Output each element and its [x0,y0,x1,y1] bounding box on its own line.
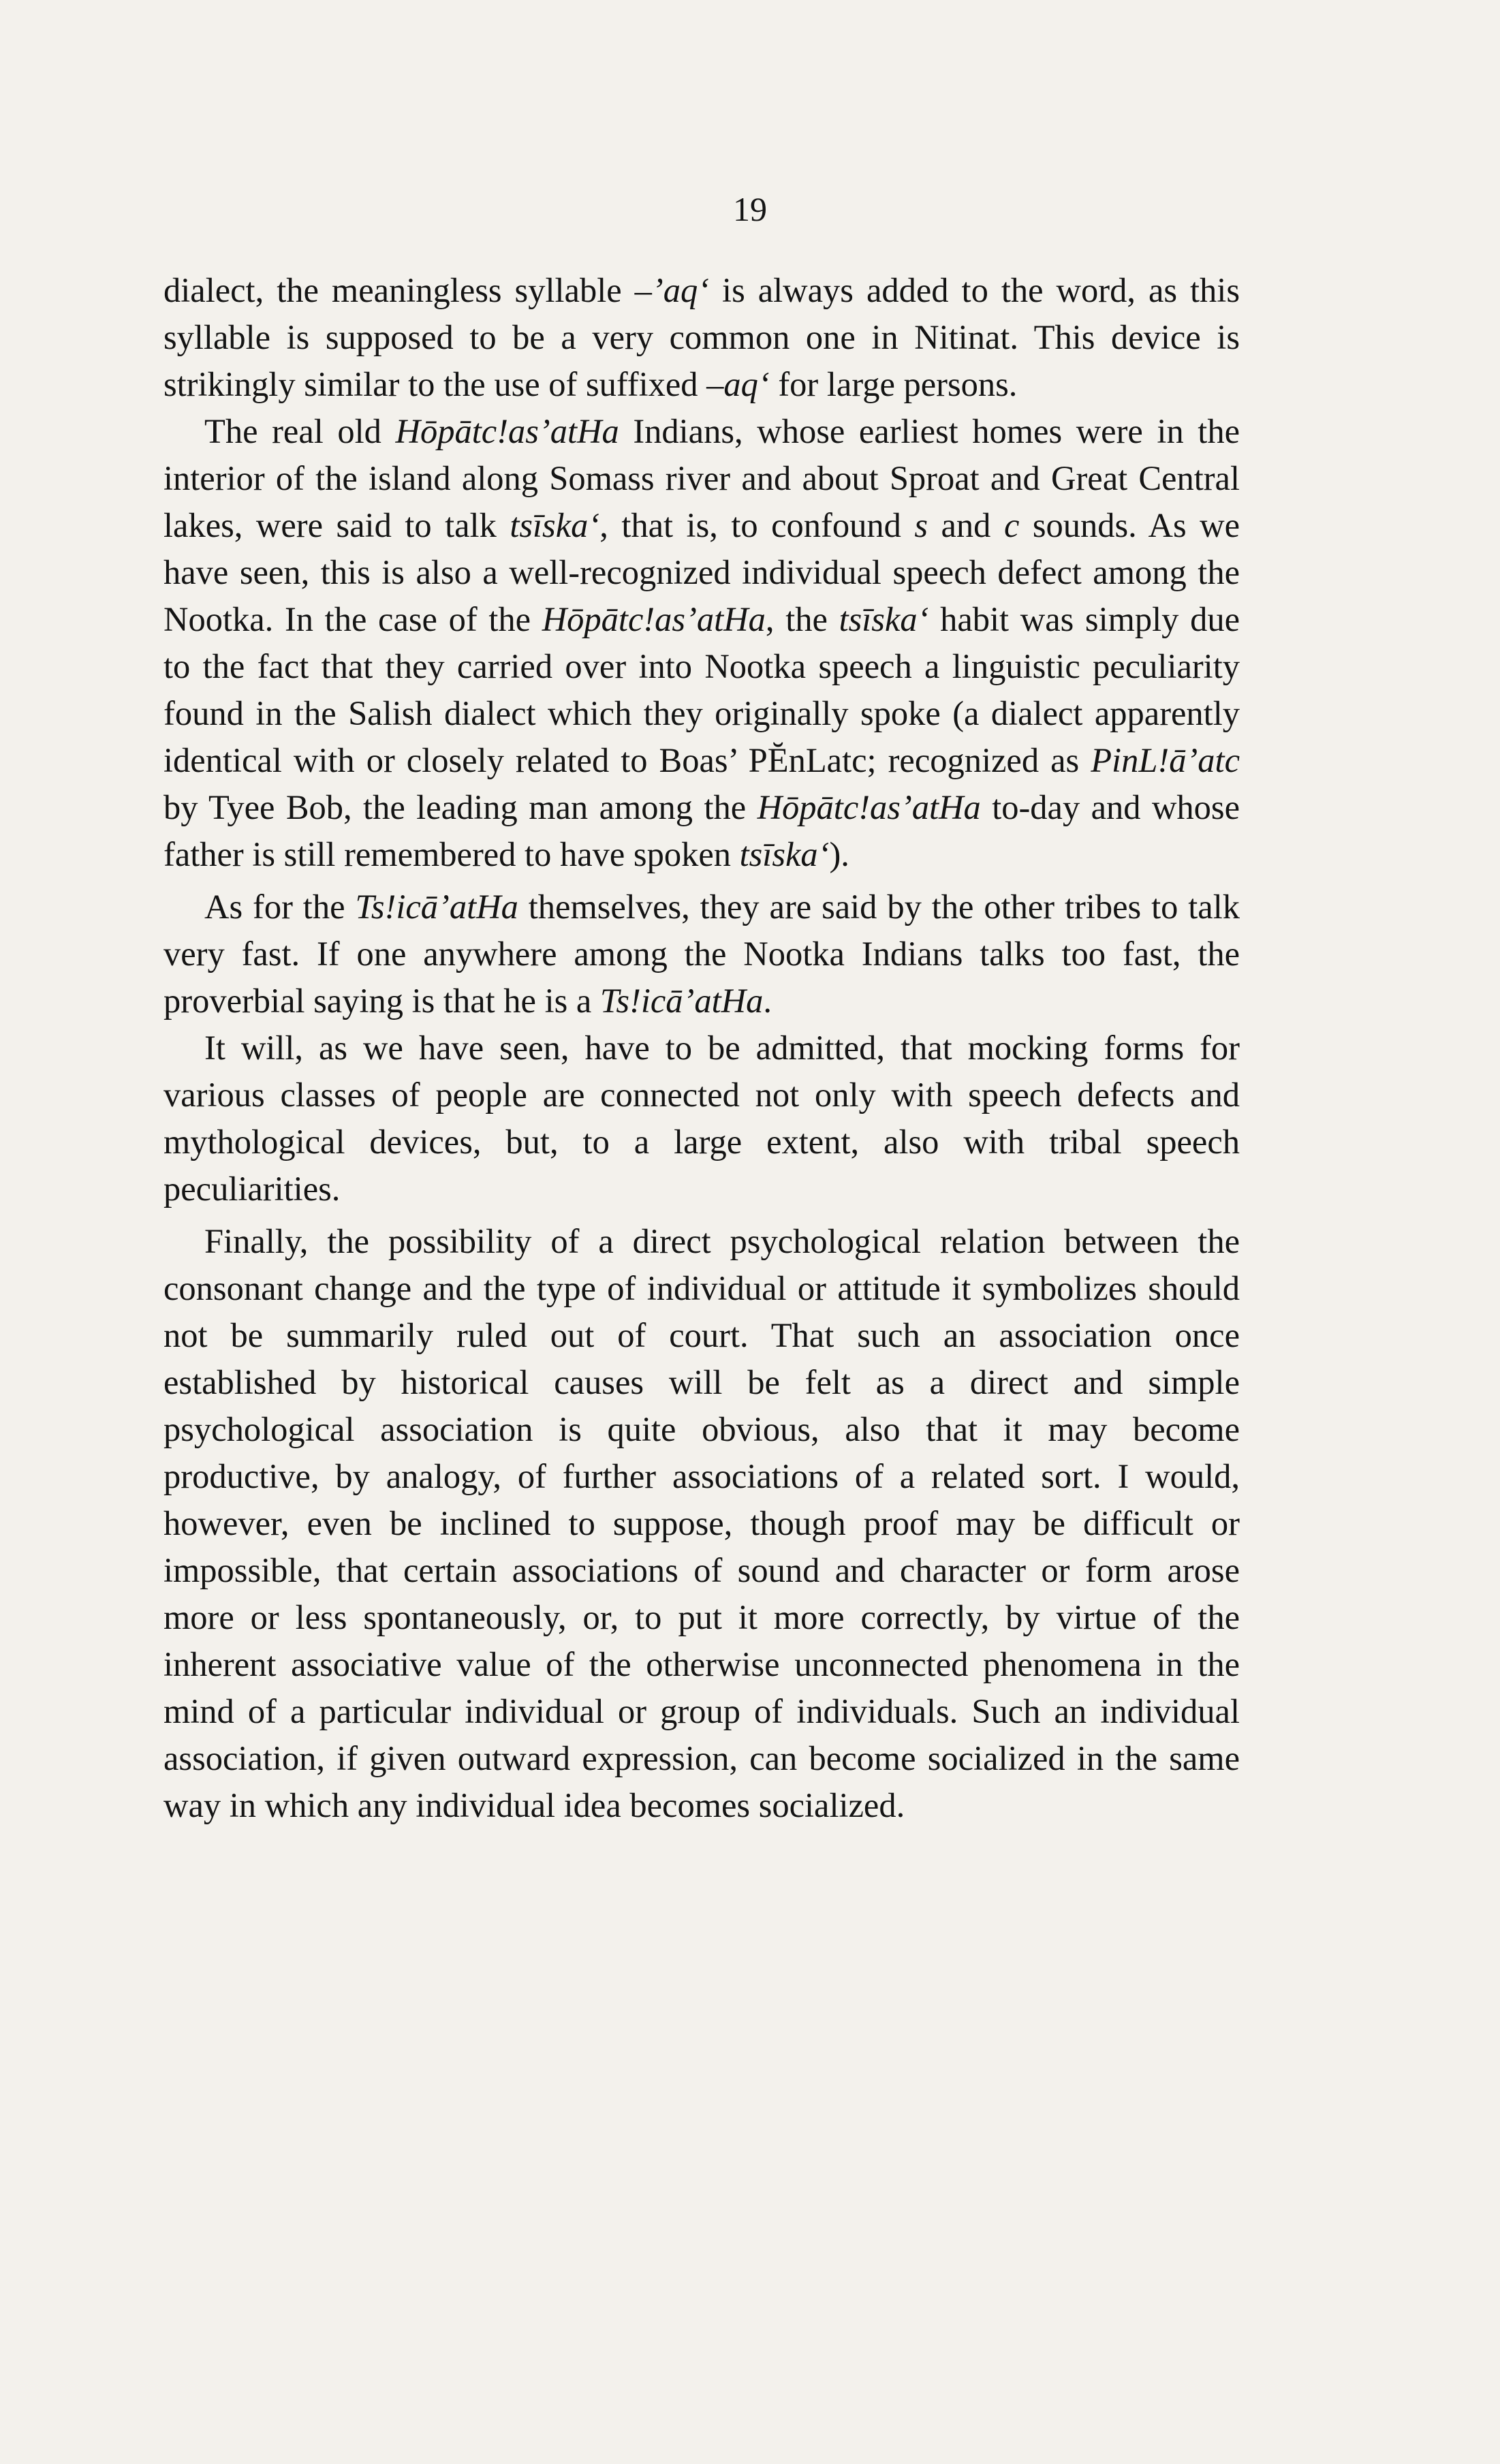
text-run: . [763,982,772,1020]
text-run: themselves, they are said by the other tribes to talk very fast. If one anywhere among the Nootka Indians talks too fast, the proverbial saying is that he is a [163,888,1240,1020]
italic-term: Ts!icā’atHa [355,888,518,926]
italic-term: PinL!ā’atc [1091,741,1240,779]
text-run: As for the [204,888,356,926]
text-run: ). [829,835,849,873]
text-run: and [928,506,1004,544]
text-run: is always added to the word, as this syllable is supposed to be a very common one in Nitinat. This device is strikingly similar to the use of suffixed – [163,271,1240,403]
text-run: dialect, the meaningless syllable – [163,271,652,309]
italic-term: Hōpātc!as’atHa [395,412,619,450]
italic-term: ’aq‘ [651,271,710,309]
italic-term: Hōpātc!as’atHa [757,788,981,826]
paragraph-dialect-syllable [163,267,1240,408]
italic-term: c [1003,506,1020,544]
text-run: The real old [204,412,396,450]
text-run: to-day and whose father is still remembered to have spoken [163,788,1240,873]
text-run: Finally, the possibility of a direct psychological relation between the consonant change and the type of individual or attitude it symbolizes should not be summarily ruled out of court. That such an association once established by historical causes will be felt as a direct and simple psychological association is quite obvious, also that it may become productive, by analogy, of further associations of a related sort. I would, however, even be inclined to suppose, though proof may be difficult or impossible, that certain associations of sound and character or form arose more or less spontaneously, or, to put it more correctly, by virtue of the inherent associative value of the otherwise unconnected phenomena in the mind of a particular individual or group of individuals. Such an individual association, if given outward expression, can become socialized in the same way in which any individual idea becomes socialized. [163,1222,1240,1824]
text-run: sounds. As we have seen, this is also a well-recognized individual speech defect among the Nootka. In the case of the [163,506,1240,638]
text-run: habit was simply due to the fact that they carried over into Nootka speech a linguistic peculiarity found in the Salish dialect which they originally spoke (a dialect apparently identical with or closely related to Boas’ PĔnLatc; recognized as [163,600,1240,779]
text-body [163,267,1240,1829]
italic-term: tsīska‘ [510,506,600,544]
text-run: by Tyee Bob, the leading man among the [163,788,757,826]
paragraph-mocking-forms [163,1025,1240,1213]
text-run: for large persons. [769,365,1018,403]
text-run: Indians, whose earliest homes were in the interior of the island along Somass river and about Sproat and Great Central lakes, were said to talk [163,412,1240,544]
italic-term: tsīska‘ [739,835,830,873]
paragraph-tslica-atha [163,884,1240,1025]
text-run: , the [765,600,839,638]
italic-term: aq‘ [723,365,770,403]
italic-term: Ts!icā’atHa [599,982,764,1020]
italic-term: Hōpātc!as’atHa [542,600,766,638]
text-run: It will, as we have seen, have to be admitted, that mocking forms for various classes of people are connected not only with speech defects and mythological devices, but, to a large extent, also with tribal speech peculiarities. [163,1029,1240,1208]
text-run: , that is, to confound [599,506,915,544]
page-number: 19 [733,190,767,228]
italic-term: s [914,506,928,544]
paragraph-psychological-relation [163,1218,1240,1829]
italic-term: tsīska‘ [839,600,929,638]
paragraph-hopatclas-indians [163,408,1240,878]
